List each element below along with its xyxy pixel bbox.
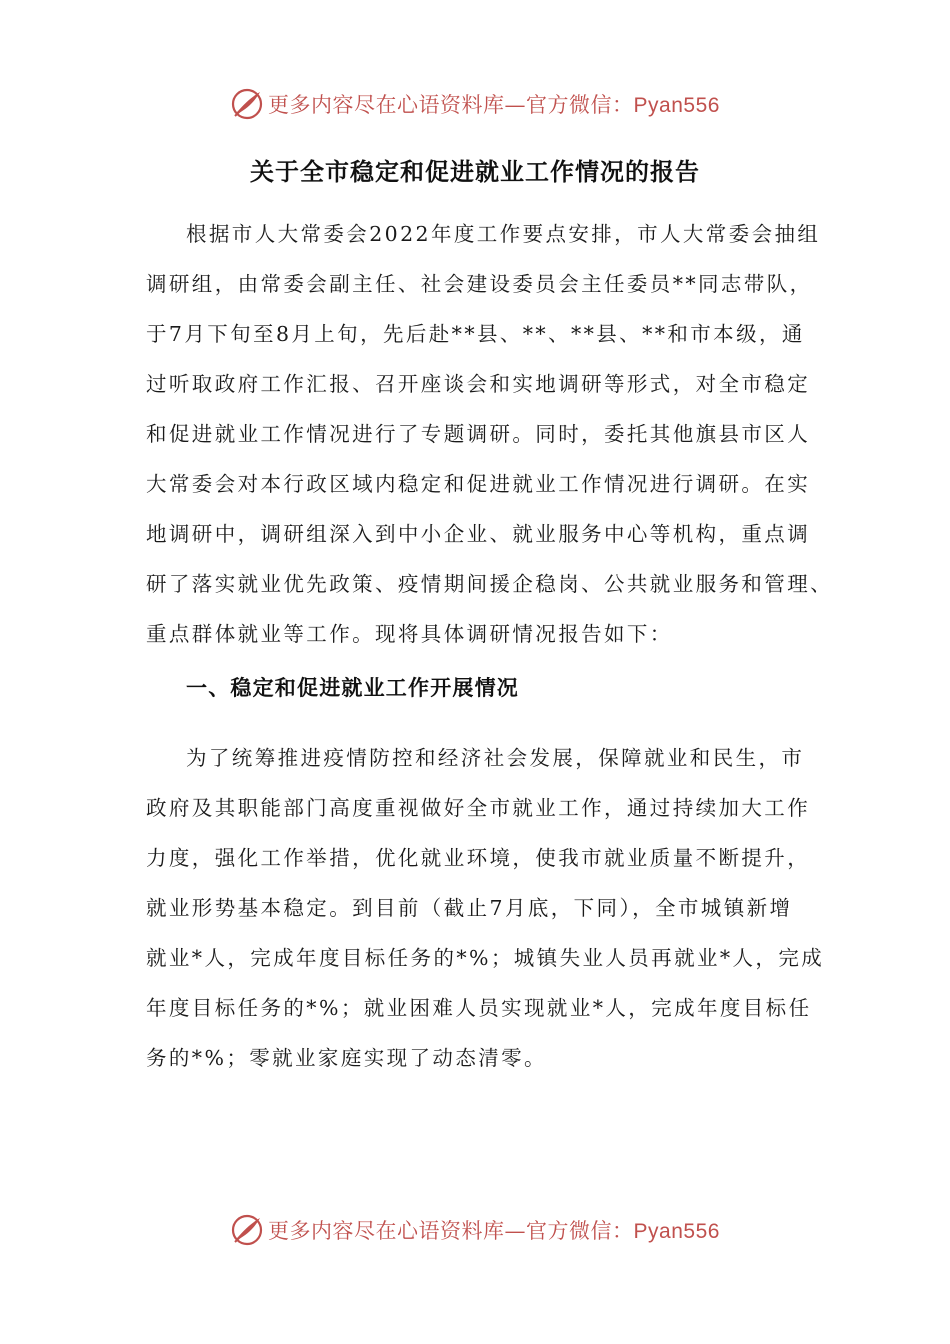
paragraph-line: 根据市人大常委会2022年度工作要点安排，市人大常委会抽组 (186, 222, 821, 246)
paragraph-line: 务的*%；零就业家庭实现了动态清零。 (146, 1046, 547, 1070)
quill-pen-logo-icon (230, 1213, 264, 1247)
paragraph-line: 就业*人，完成年度目标任务的*%；城镇失业人员再就业*人，完成 (146, 946, 825, 970)
page-title: 关于全市稳定和促进就业工作情况的报告 (250, 158, 700, 186)
section-heading: 一、稳定和促进就业工作开展情况 (186, 676, 519, 700)
paragraph-line: 研了落实就业优先政策、疫情期间援企稳岗、公共就业服务和管理、 (146, 572, 833, 596)
paragraph-line: 政府及其职能部门高度重视做好全市就业工作，通过持续加大工作 (146, 796, 811, 820)
intro-paragraph (146, 209, 833, 659)
paragraph-line: 年度目标任务的*%；就业困难人员实现就业*人，完成年度目标任 (146, 996, 812, 1020)
footer-banner (0, 1210, 950, 1250)
header-banner (0, 84, 950, 124)
paragraph-line: 力度，强化工作举措，优化就业环境，使我市就业质量不断提升， (146, 846, 811, 870)
paragraph-line: 地调研中，调研组深入到中小企业、就业服务中心等机构，重点调 (146, 522, 811, 546)
paragraph-line: 于7月下旬至8月上旬，先后赴**县、**、**县、**和市本级，通 (146, 322, 805, 346)
paragraph-line: 和促进就业工作情况进行了专题调研。同时，委托其他旗县市区人 (146, 422, 811, 446)
paragraph-line: 为了统筹推进疫情防控和经济社会发展，保障就业和民生，市 (186, 746, 805, 770)
wechat-id: Pyan556 (633, 94, 720, 117)
banner-text: 更多内容尽在心语资料库—官方微信：Pyan556 (268, 1219, 720, 1243)
paragraph-line: 大常委会对本行政区域内稳定和促进就业工作情况进行调研。在实 (146, 472, 811, 496)
wechat-id: Pyan556 (633, 1220, 720, 1243)
quill-pen-logo-icon (230, 87, 264, 121)
paragraph-line: 过听取政府工作汇报、召开座谈会和实地调研等形式，对全市稳定 (146, 372, 811, 396)
paragraph-line: 重点群体就业等工作。现将具体调研情况报告如下： (146, 622, 673, 646)
paragraph-line: 就业形势基本稳定。到目前（截止7月底，下同），全市城镇新增 (146, 896, 793, 920)
banner-text: 更多内容尽在心语资料库—官方微信：Pyan556 (268, 93, 720, 117)
section-paragraph (146, 733, 825, 1083)
paragraph-line: 调研组，由常委会副主任、社会建设委员会主任委员**同志带队， (146, 272, 813, 296)
